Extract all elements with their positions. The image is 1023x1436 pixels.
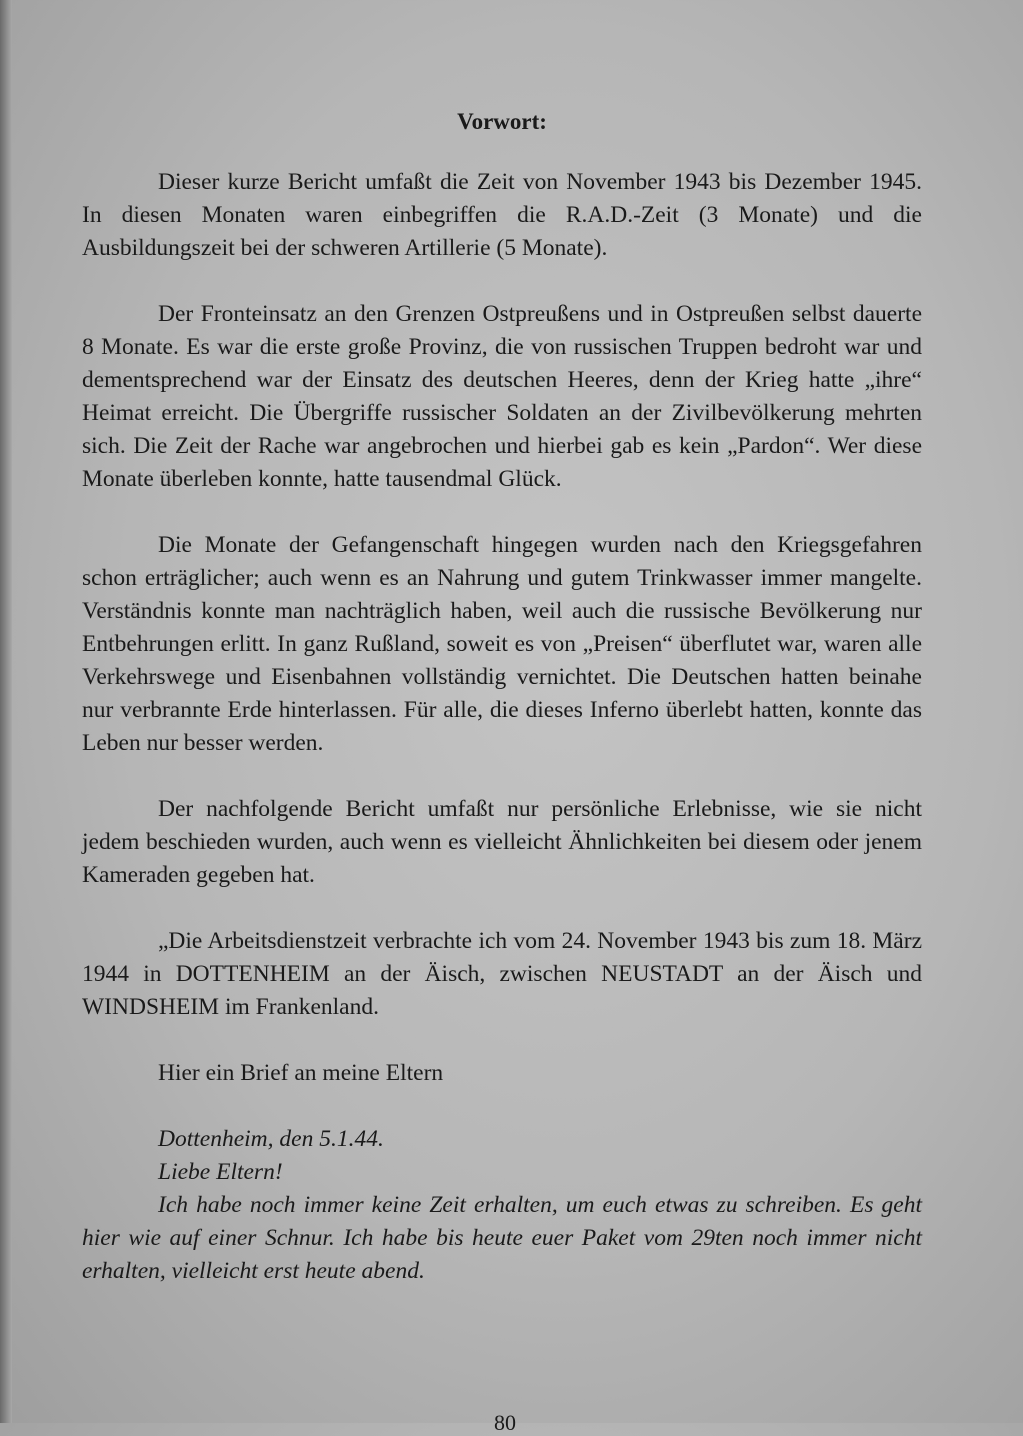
letter-body: Ich habe noch immer keine Zeit erhalten, um euch etwas zu schreiben. Es geht hier wie auf einer Schnur. Ich habe bis heute euer Paket vom 29ten noch immer nicht erhalten, vielleicht erst heute abend. bbox=[82, 1192, 922, 1284]
letter bbox=[82, 1123, 922, 1288]
paragraph: Die Monate der Gefangenschaft hingegen wurden nach den Kriegsgefahren schon erträglicher; auch wenn es an Nahrung und gutem Trinkwasser immer mangelte. Verständnis konnte man nachträglich haben, weil auch die russische Bevölkerung nur Entbehrungen erlitt. In ganz Rußland, soweit es von „Preisen“ überflutet war, waren alle Verkehrswege und Eisenbahnen vollständig vernichtet. Die Deutschen hatten beinahe nur verbrannte Erde hinterlassen. Für alle, die dieses Inferno überlebt hatten, konnte das Leben nur besser werden. bbox=[82, 532, 922, 756]
book-page bbox=[82, 105, 922, 1288]
letter-date: Dottenheim, den 5.1.44. bbox=[158, 1126, 384, 1152]
page-title: Vorwort: bbox=[457, 109, 547, 134]
letter-salutation: Liebe Eltern! bbox=[158, 1159, 283, 1185]
book-spine-edge bbox=[0, 0, 12, 1423]
paragraph: Der Fronteinsatz an den Grenzen Ostpreußens und in Ostpreußen selbst dauerte 8 Monate. Es war die erste große Provinz, die von russischen Truppen bedroht war und dementsprechend war der Einsatz des deutschen Heeres, denn der Krieg hatte „ihre“ Heimat erreicht. Die Übergriffe russischer Soldaten an der Zivilbevölkerung mehrten sich. Die Zeit der Rache war angebrochen und hierbei gab es kein „Pardon“. Wer diese Monate überleben konnte, hatte tausendmal Glück. bbox=[82, 301, 922, 492]
paragraph: „Die Arbeitsdienstzeit verbrachte ich vom 24. November 1943 bis zum 18. März 1944 in DOTTENHEIM an der Äisch, zwischen NEUSTADT an der Äisch und WINDSHEIM im Frankenland. bbox=[82, 928, 922, 1020]
paragraph: Dieser kurze Bericht umfaßt die Zeit von November 1943 bis Dezember 1945. In diesen Monaten waren einbegriffen die R.A.D.-Zeit (3 Monate) und die Ausbildungszeit bei der schweren Artillerie (5 Monate). bbox=[82, 169, 922, 261]
page-number: 80 bbox=[494, 1410, 516, 1435]
paragraph: Der nachfolgende Bericht umfaßt nur persönliche Erlebnisse, wie sie nicht jedem beschieden wurden, auch wenn es vielleicht Ähnlichkeiten bei diesem oder jenem Kameraden gegeben hat. bbox=[82, 796, 922, 888]
paragraph: Hier ein Brief an meine Eltern bbox=[158, 1060, 444, 1086]
